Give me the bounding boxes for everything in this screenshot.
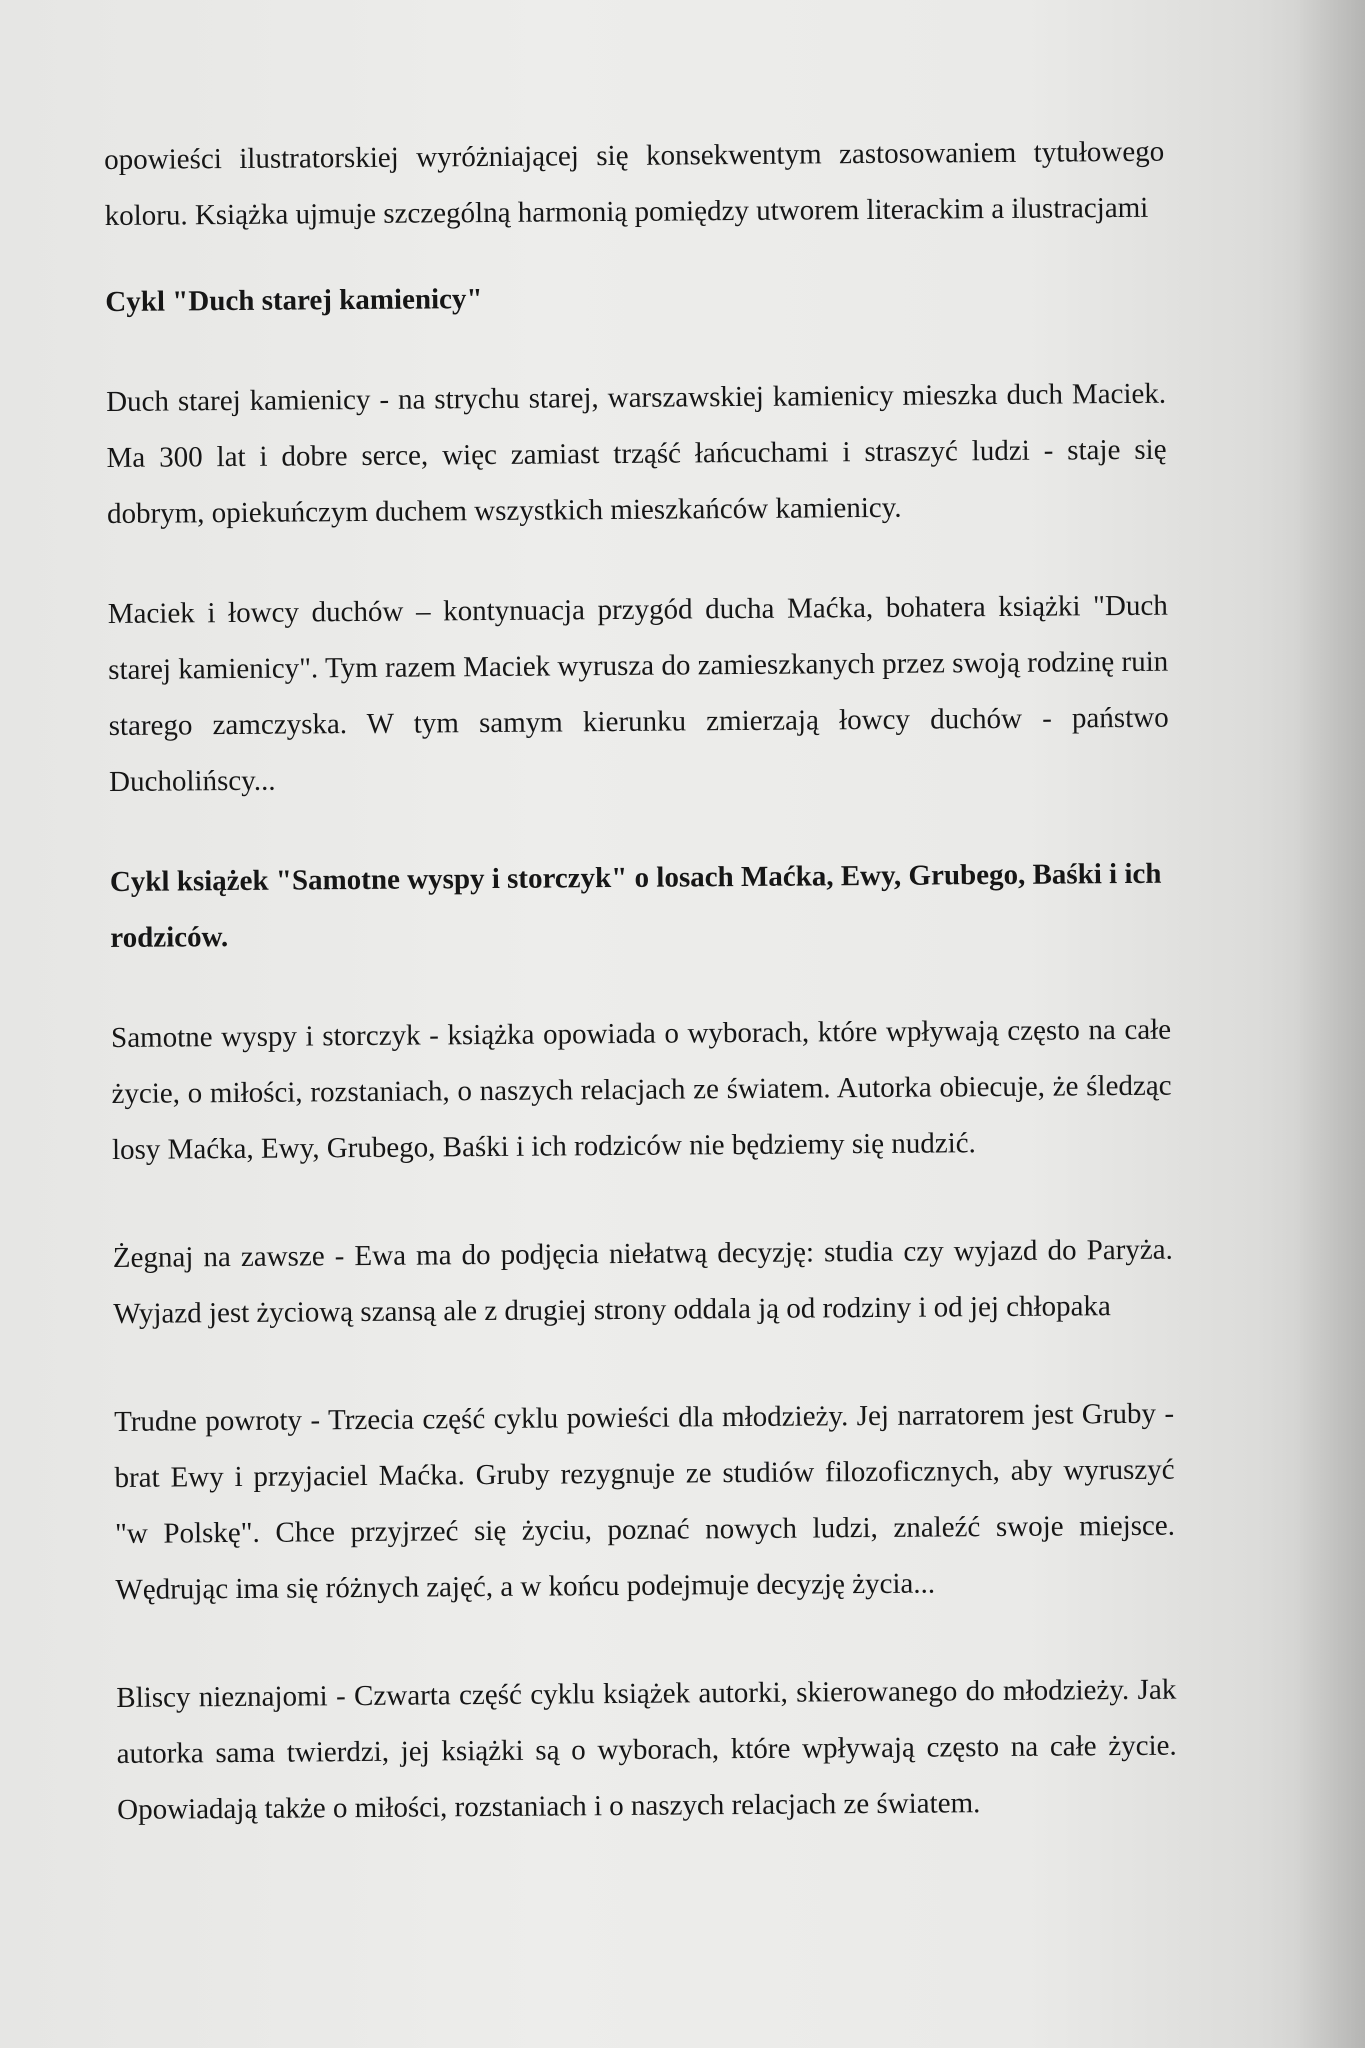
- spacer: [112, 1170, 1172, 1230]
- entry-maciek-i-lowcy-duchow: [108, 578, 1170, 810]
- entry-title: Samotne wyspy i storczyk: [110, 1019, 421, 1054]
- spacer: [114, 1334, 1174, 1394]
- entry-bliscy-nieznajomi: [116, 1662, 1177, 1838]
- entry-text: - książka opowiada o wyborach, które wpływają często na całe życie, o miłości, rozstaniach, o naszych relacjach ze światem. Autorka obiecuje, że śledząc losy Maćka, Ewy, Grubego, Baśki i ich rodziców nie będziemy się nudzić.: [111, 1013, 1172, 1166]
- entry-duch-starej-kamienicy: [106, 366, 1167, 542]
- entry-samotne-wyspy: [111, 1002, 1172, 1178]
- document-body: [104, 124, 1177, 1838]
- entry-text: - na strychu starej, warszawskiej kamienicy mieszka duch Maciek. Ma 300 lat i dobre serce, więc zamiast trząść łańcuchami i straszyć ludzi - staje się dobrym, opiekuńczym duchem wszystkich mieszkańców kamienicy.: [106, 377, 1167, 530]
- heading-duch-cycle: Cykl "Duch starej kamienicy": [105, 283, 483, 318]
- spacer: [116, 1610, 1176, 1670]
- entry-title: Bliscy nieznajomi: [116, 1680, 328, 1714]
- entry-zegnaj-na-zawsze: [113, 1222, 1174, 1342]
- entry-trudne-powroty: [114, 1386, 1176, 1618]
- entry-title: Maciek i łowcy duchów: [107, 595, 404, 630]
- entry-title: Duch starej kamienicy: [105, 383, 371, 418]
- entry-text: - Czwarta część cyklu książek autorki, skierowanego do młodzieży. Jak autorka sama twierdzi, jej książki są o wyborach, które wpływają często na całe życie. Opowiadają także o miłości, rozstaniach i o naszych relacjach ze światem.: [116, 1673, 1177, 1826]
- page-shadow: [1295, 0, 1365, 2048]
- entry-title: Żegnaj na zawsze: [112, 1240, 325, 1274]
- entry-text: – kontynuacja przygód ducha Maćka, bohatera książki "Duch starej kamienicy". Tym razem Maciek wyrusza do zamieszkanych przez swoją rodzinę ruin starego zamczyska. W tym samym kierunku zmierzają łowcy duchów - państwo Ducholińscy...: [108, 589, 1169, 798]
- intro-paragraph: opowieści ilustratorskiej wyróżniającej się konsekwentym zastosowaniem tytułowego koloru. Książka ujmuje szczególną harmonią pomiędzy utworem literackim a ilustracjami: [104, 135, 1165, 232]
- entry-text: - Ewa ma do podjęcia niełatwą decyzję: studia czy wyjazd do Paryża. Wyjazd jest życiową szansą ale z drugiej strony oddala ją od rodziny i od jej chłopaka: [113, 1233, 1173, 1330]
- heading-samotne-cycle: Cykl książek "Samotne wyspy i storczyk" o losach Maćka, Ewy, Grubego, Baśki i ich rodziców.: [109, 857, 1162, 954]
- entry-title: Trudne powroty: [114, 1404, 303, 1438]
- entry-text: - Trzecia część cyklu powieści dla młodzieży. Jej narratorem jest Gruby - brat Ewy i przyjaciel Maćka. Gruby rezygnuje ze studiów filozoficznych, aby wyruszyć "w Polskę". Chce przyjrzeć się życiu, poznać nowych ludzi, znaleźć swoje miejsce. Wędrując ima się różnych zajęć, a w końcu podejmuje decyzję życia...: [114, 1397, 1176, 1606]
